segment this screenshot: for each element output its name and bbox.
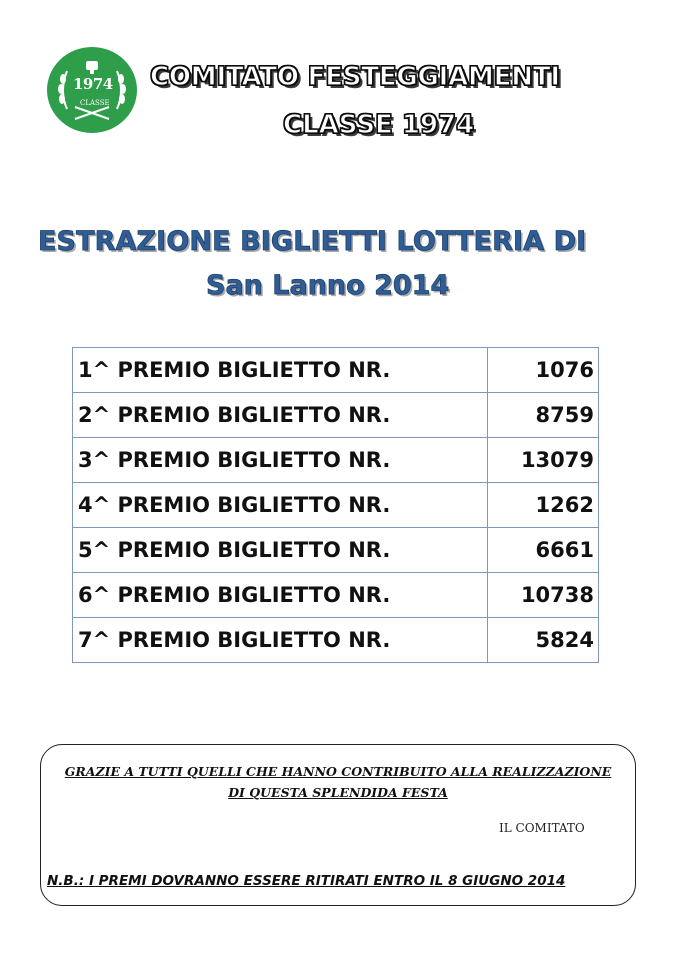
thanks-line-1: GRAZIE A TUTTI QUELLI CHE HANNO CONTRIBUITO ALLA REALIZZAZIONE	[64, 764, 612, 779]
table-row	[73, 393, 599, 438]
committee-signature: IL COMITATO	[499, 821, 585, 835]
table-row	[73, 618, 599, 663]
ticket-number: 13079	[488, 438, 599, 483]
table-row	[73, 483, 599, 528]
prize-label: 1^ PREMIO BIGLIETTO NR.	[73, 348, 488, 393]
lottery-subtitle: San Lanno 2014	[206, 270, 450, 301]
committee-title: COMITATO FESTEGGIAMENTI	[150, 62, 560, 92]
ticket-number: 1076	[488, 348, 599, 393]
prize-table	[72, 347, 599, 663]
committee-subtitle: CLASSE 1974	[283, 110, 475, 140]
table-row	[73, 573, 599, 618]
prize-label: 2^ PREMIO BIGLIETTO NR.	[73, 393, 488, 438]
table-row	[73, 528, 599, 573]
ticket-number: 8759	[488, 393, 599, 438]
pickup-deadline-note: N.B.: I PREMI DOVRANNO ESSERE RITIRATI ENTRO IL 8 GIUGNO 2014	[47, 873, 566, 889]
thanks-box	[40, 744, 636, 906]
ticket-number: 10738	[488, 573, 599, 618]
logo-year: 1974	[73, 75, 113, 93]
ticket-number: 6661	[488, 528, 599, 573]
logo-word: CLASSE	[80, 99, 110, 107]
prize-label: 6^ PREMIO BIGLIETTO NR.	[73, 573, 488, 618]
ticket-number: 1262	[488, 483, 599, 528]
prize-label: 5^ PREMIO BIGLIETTO NR.	[73, 528, 488, 573]
prize-label: 4^ PREMIO BIGLIETTO NR.	[73, 483, 488, 528]
prize-label: 7^ PREMIO BIGLIETTO NR.	[73, 618, 488, 663]
class-logo-seal	[47, 47, 137, 133]
prize-label: 3^ PREMIO BIGLIETTO NR.	[73, 438, 488, 483]
table-row	[73, 438, 599, 483]
thanks-line-2: DI QUESTA SPLENDIDA FESTA	[228, 785, 448, 800]
lottery-title: ESTRAZIONE BIGLIETTI LOTTERIA DI	[38, 226, 587, 257]
table-row	[73, 348, 599, 393]
ticket-number: 5824	[488, 618, 599, 663]
